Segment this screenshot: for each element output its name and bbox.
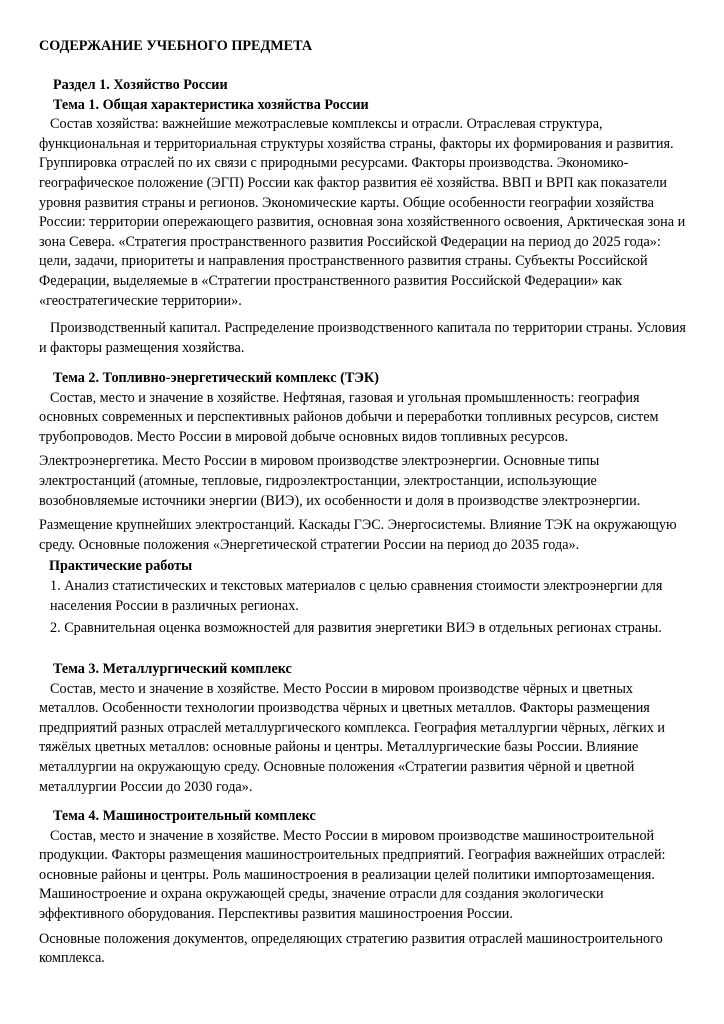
practice-item-1: 1. Анализ статистических и текстовых материалов с целью сравнения стоимости электроэнергии для населения России в различных регионах. (50, 577, 663, 614)
practice-item-2: 2. Сравнительная оценка возможностей для развития энергетики ВИЭ в отдельных регионах страны. (50, 620, 662, 637)
practice-heading: Практические работы (49, 558, 193, 575)
topic-2-paragraph-3: Размещение крупнейших электростанций. Каскады ГЭС. Энергосистемы. Влияние ТЭК на окружающую среду. Основные положения «Энергетической стратегии России на период до 2035 года». (39, 517, 677, 553)
topic-1-heading: Тема 1. Общая характеристика хозяйства России (53, 96, 369, 113)
topic-3-heading: Тема 3. Металлургический комплекс (53, 661, 292, 677)
topic-2-heading: Тема 2. Топливно-энергетический комплекс (ТЭК) (53, 370, 379, 386)
topic-3-block (39, 660, 689, 797)
topic-4-heading: Тема 4. Машиностроительный комплекс (53, 808, 316, 824)
page-title: СОДЕРЖАНИЕ УЧЕБНОГО ПРЕДМЕТА (39, 38, 313, 54)
topic-2-paragraph-1: Состав, место и значение в хозяйстве. Нефтяная, газовая и угольная промышленность: география основных современных и перспективных районов добычи и переработки топливных ресурсов, систем трубопроводов. Место России в мировой добыче основных видов топливных ресурсов. (39, 389, 659, 445)
topic-3-paragraph-1: Состав, место и значение в хозяйстве. Место России в мировом производстве чёрных и цветных металлов. Особенности технологии производства чёрных и цветных металлов. Факторы размещения предприятий разных отраслей металлургического комплекса. География металлургии чёрных, лёгких и тяжёлых цветных металлов: основные районы и центры. Металлургические базы России. Влияние металлургии на окружающую среду. Основные положения «Стратегии развития чёрной и цветной металлургии России до 2030 года». (39, 680, 665, 795)
topic-4-paragraph-1: Состав, место и значение в хозяйстве. Место России в мировом производстве машиностроительной продукции. Факторы размещения машиностроительных предприятий. География важнейших отраслей: основные районы и центры. Роль машиностроения в реализации целей политики импортозамещения. Машиностроение и охрана окружающей среды, значение отрасли для создания экологически эффективного оборудования. Перспективы развития машиностроения России. (39, 827, 666, 922)
topic-1-block (39, 76, 689, 358)
section-heading: Раздел 1. Хозяйство России (53, 77, 228, 93)
topic-2-block (39, 369, 689, 639)
topic-1-paragraph-2: Производственный капитал. Распределение производственного капитала по территории страны. Условия и факторы размещения хозяйства. (39, 320, 686, 356)
topic-4-paragraph-2: Основные положения документов, определяющих стратегию развития отраслей машиностроительного комплекса. (39, 930, 663, 967)
topic-4-block (39, 807, 689, 969)
topic-1-paragraph-1: Состав хозяйства: важнейшие межотраслевые комплексы и отрасли. Отраслевая структура, функциональная и территориальная структуры хозяйства страны, факторы их формирования и развития. Группировка отраслей по их связи с природными ресурсами. Факторы производства. Экономико-географическое положение (ЭГП) России как фактор развития её хозяйства. ВВП и ВРП как показатели уровня развития страны и регионов. Экономические карты. Общие особенности географии хозяйства России: территории опережающего развития, основная зона хозяйственного освоения, Арктическая зона и зона Севера. «Стратегия пространственного развития Российской Федерации на период до 2025 года»: цели, задачи, приоритеты и направления пространственного развития страны. Субъекты Российской Федерации, выделяемые в «Стратегии пространственного развития Российской Федерации» как «геостратегические территории». (39, 116, 686, 309)
topic-2-paragraph-2: Электроэнергетика. Место России в мировом производстве электроэнергии. Основные типы электростанций (атомные, тепловые, гидроэлектростанции, электростанции, использующие возобновляемые источники энергии (ВИЭ), их особенности и доля в производстве электроэнергии. (39, 453, 641, 509)
